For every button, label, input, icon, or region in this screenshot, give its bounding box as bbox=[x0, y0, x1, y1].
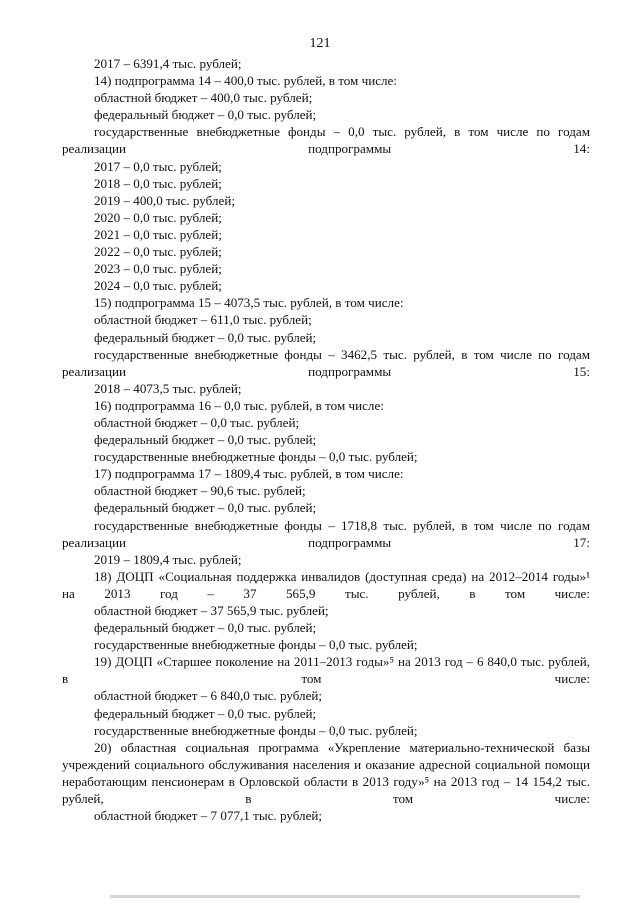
paragraph-25: государственные внебюджетные фонды – 1718,8 тыс. рублей, в том числе по годам реализации подпрограммы 17: bbox=[62, 517, 590, 550]
paragraph-3: федеральный бюджет – 0,0 тыс. рублей; bbox=[94, 107, 317, 123]
paragraph-33: федеральный бюджет – 0,0 тыс. рублей; bbox=[94, 705, 317, 721]
paragraph-23: областной бюджет – 90,6 тыс. рублей; bbox=[94, 483, 306, 499]
paragraph-1: 14) подпрограмма 14 – 400,0 тыс. рублей, в том числе: bbox=[94, 73, 397, 89]
paragraph-8: 2020 – 0,0 тыс. рублей; bbox=[94, 209, 222, 225]
paragraph-22: 17) подпрограмма 17 – 1809,4 тыс. рублей, в том числе: bbox=[94, 466, 404, 482]
paragraph-13: 15) подпрограмма 15 – 4073,5 тыс. рублей, в том числе: bbox=[94, 295, 404, 311]
paragraph-24: федеральный бюджет – 0,0 тыс. рублей; bbox=[94, 500, 317, 516]
paragraph-17: 2018 – 4073,5 тыс. рублей; bbox=[94, 380, 242, 396]
paragraph-21: государственные внебюджетные фонды – 0,0 тыс. рублей; bbox=[94, 449, 418, 465]
paragraph-30: государственные внебюджетные фонды – 0,0 тыс. рублей; bbox=[94, 637, 418, 653]
scan-edge-line bbox=[110, 895, 580, 898]
paragraph-6: 2018 – 0,0 тыс. рублей; bbox=[94, 175, 222, 191]
document-body bbox=[62, 55, 590, 824]
paragraph-15: федеральный бюджет – 0,0 тыс. рублей; bbox=[94, 329, 317, 345]
paragraph-18: 16) подпрограмма 16 – 0,0 тыс. рублей, в том числе: bbox=[94, 397, 384, 413]
paragraph-35: 20) областная социальная программа «Укрепление материально-технической базы учреждений социального обслуживания населения и оказание адресной социальной помощи неработающим пенсионерам в Орловской области в 2013 году»⁵ на 2013 год – 14 154,2 тыс. рублей, в том числе: bbox=[62, 739, 590, 807]
paragraph-19: областной бюджет – 0,0 тыс. рублей; bbox=[94, 414, 300, 430]
paragraph-29: федеральный бюджет – 0,0 тыс. рублей; bbox=[94, 620, 317, 636]
paragraph-27: 18) ДОЦП «Социальная поддержка инвалидов (доступная среда) на 2012–2014 годы»¹ на 2013 год – 37 565,9 тыс. рублей, в том числе: bbox=[62, 568, 590, 601]
paragraph-28: областной бюджет – 37 565,9 тыс. рублей; bbox=[94, 603, 329, 618]
paragraph-9: 2021 – 0,0 тыс. рублей; bbox=[94, 226, 222, 242]
paragraph-4: государственные внебюджетные фонды – 0,0 тыс. рублей, в том числе по годам реализации подпрограммы 14: bbox=[62, 124, 590, 157]
paragraph-2: областной бюджет – 400,0 тыс. рублей; bbox=[94, 90, 313, 106]
paragraph-16: государственные внебюджетные фонды – 3462,5 тыс. рублей, в том числе по годам реализации подпрограммы 15: bbox=[62, 346, 590, 379]
page-number: 121 bbox=[309, 36, 331, 51]
paragraph-0: 2017 – 6391,4 тыс. рублей; bbox=[94, 56, 242, 71]
paragraph-11: 2023 – 0,0 тыс. рублей; bbox=[94, 261, 222, 277]
paragraph-32: областной бюджет – 6 840,0 тыс. рублей; bbox=[94, 688, 323, 704]
paragraph-10: 2022 – 0,0 тыс. рублей; bbox=[94, 244, 222, 260]
paragraph-36: областной бюджет – 7 077,1 тыс. рублей; bbox=[94, 808, 323, 824]
paragraph-26: 2019 – 1809,4 тыс. рублей; bbox=[94, 551, 242, 567]
paragraph-14: областной бюджет – 611,0 тыс. рублей; bbox=[94, 312, 312, 328]
paragraph-31: 19) ДОЦП «Старшее поколение на 2011–2013 годы»⁵ на 2013 год – 6 840,0 тыс. рублей, в том числе: bbox=[62, 654, 590, 687]
paragraph-5: 2017 – 0,0 тыс. рублей; bbox=[94, 158, 222, 174]
paragraph-12: 2024 – 0,0 тыс. рублей; bbox=[94, 278, 222, 294]
paragraph-7: 2019 – 400,0 тыс. рублей; bbox=[94, 192, 235, 208]
paragraph-20: федеральный бюджет – 0,0 тыс. рублей; bbox=[94, 432, 317, 448]
paragraph-34: государственные внебюджетные фонды – 0,0 тыс. рублей; bbox=[94, 722, 418, 738]
